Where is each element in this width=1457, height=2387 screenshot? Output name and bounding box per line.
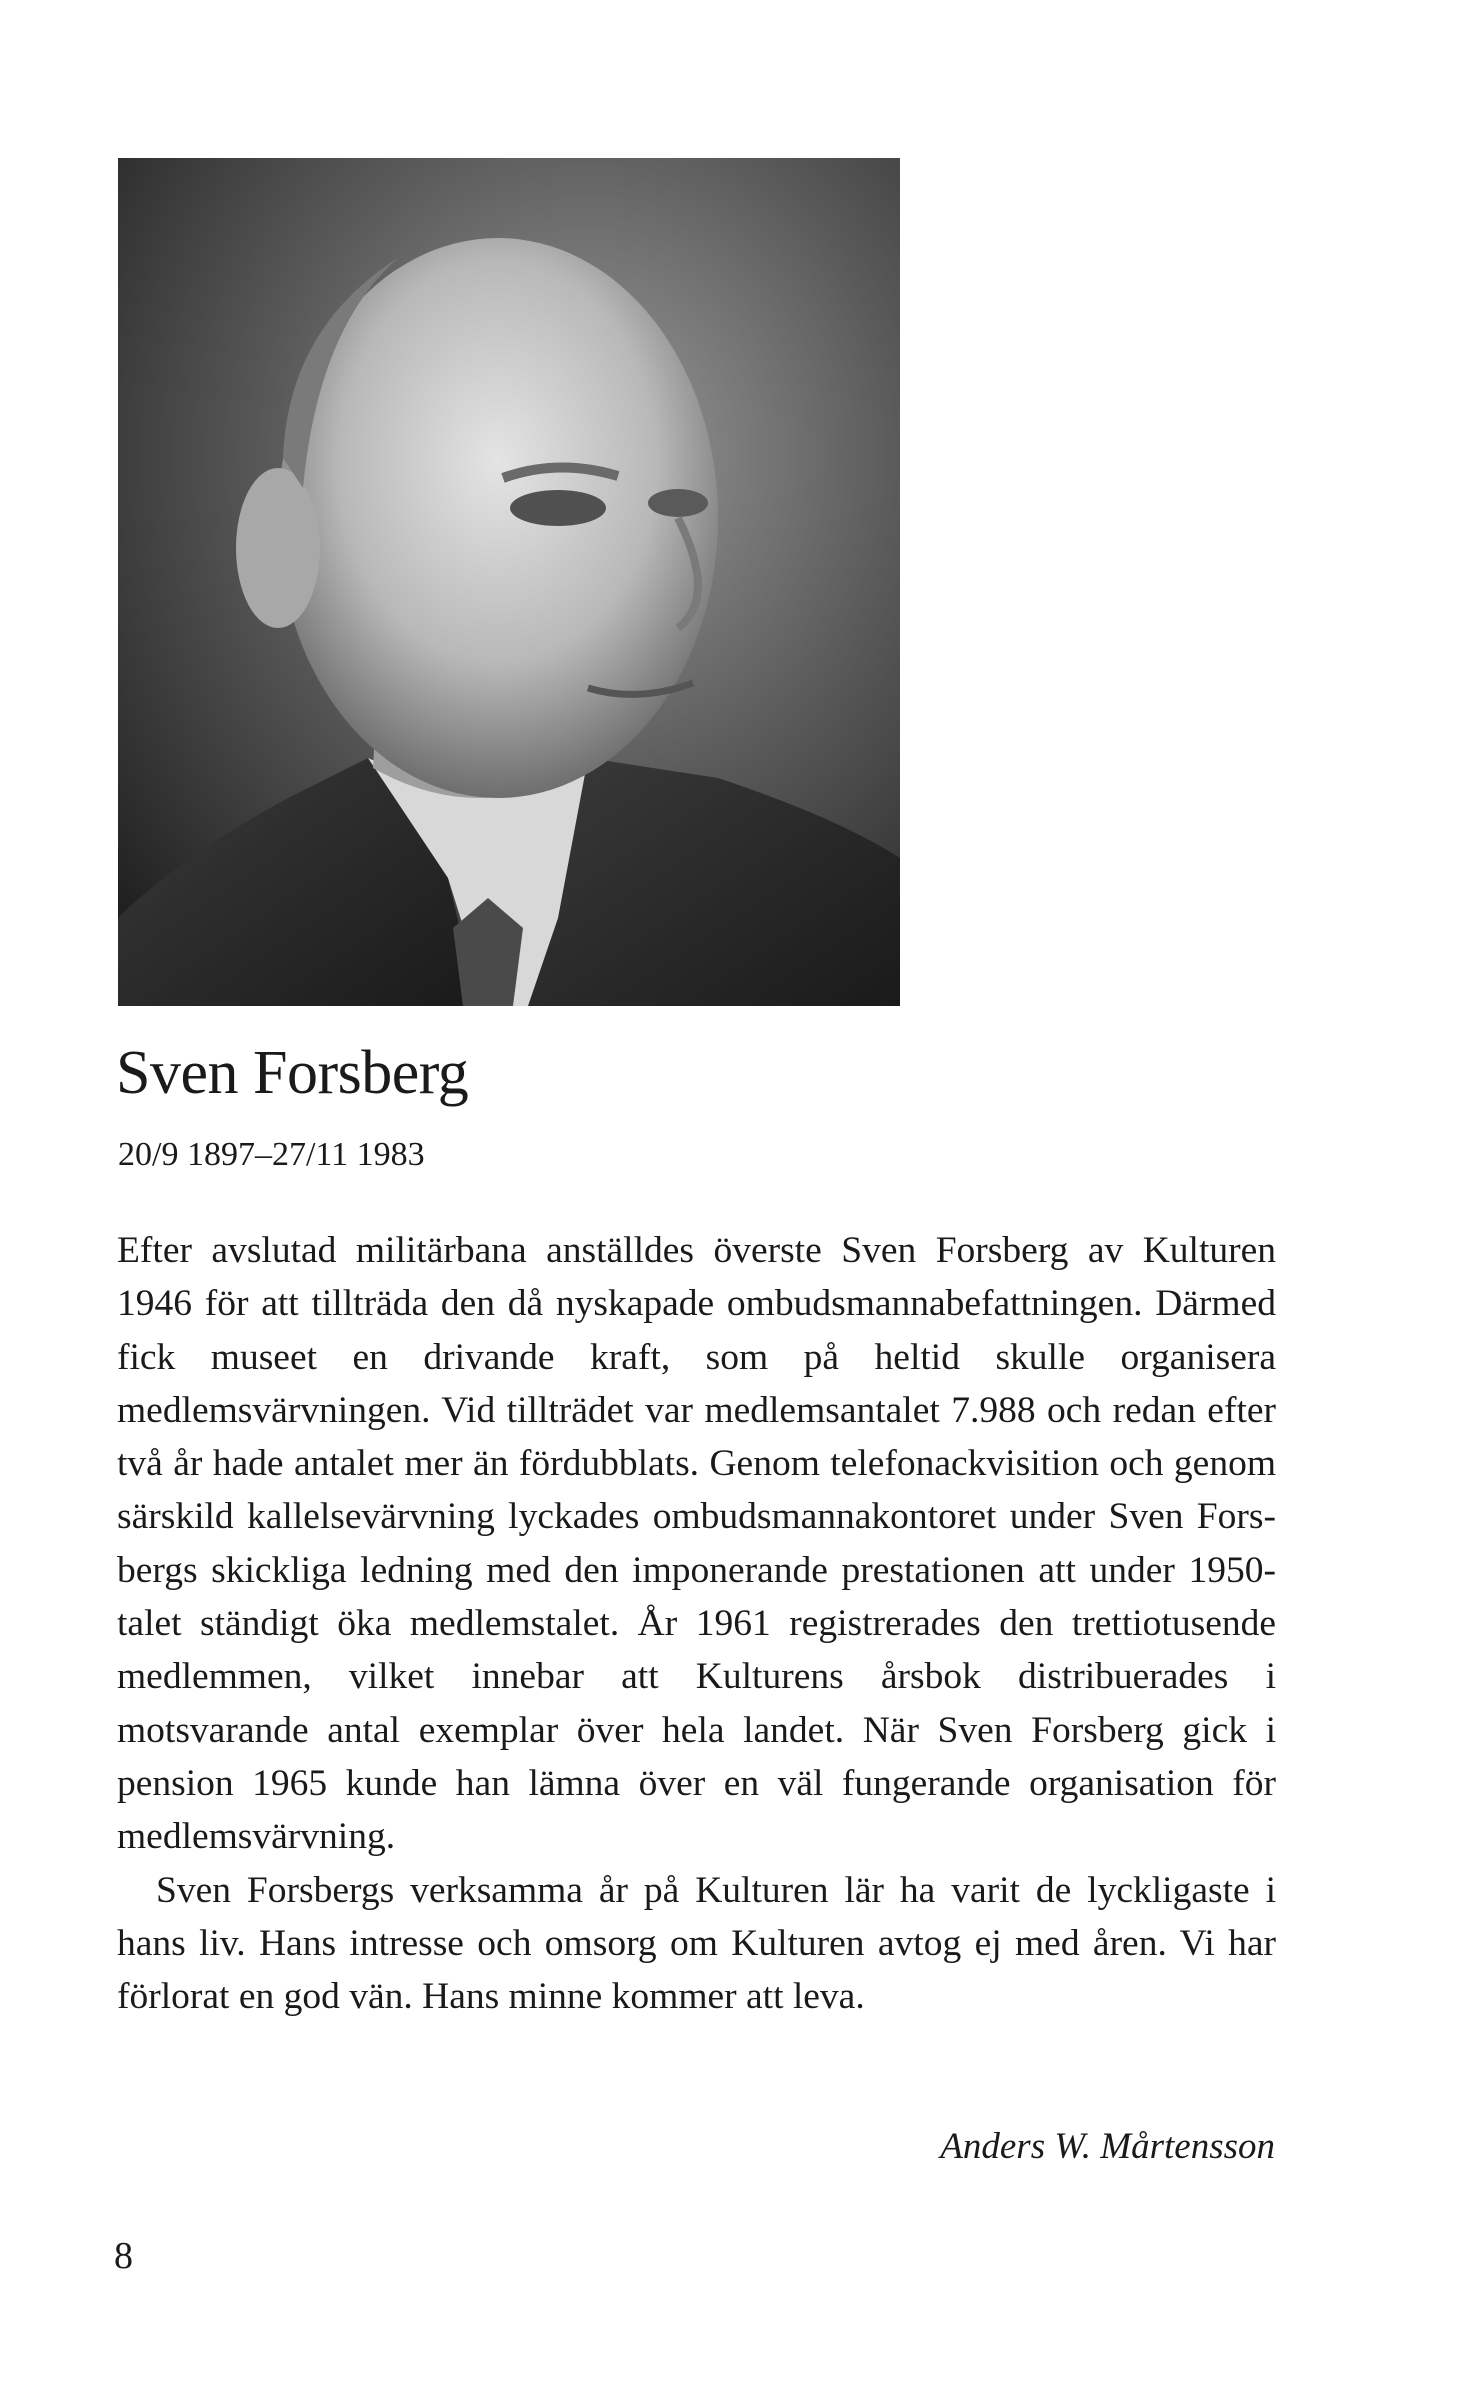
life-dates: 20/9 1897–27/11 1983: [118, 1136, 425, 1173]
paragraph-1: Efter avslutad militärbana anställdes överste Sven Forsberg av Kulturen 1946 för att tillträda den då nyskapade ombudsmannabefattningen. Därmed fick museet en drivande kraft, som på heltid skulle organisera medlemsvärvningen. Vid tillträdet var medlemsantalet 7.988 och redan efter två år hade antalet mer än fördubblats. Genom telefonackvisition och genom särskild kallelsevärvning lyckades ombudsmannakontoret under Sven Forsbergs skickliga ledning med den imponerande prestationen att under 1950-talet ständigt öka medlemstalet. År 1961 registrerades den trettiotusende medlemmen, vilket innebar att Kulturens årsbok distribuerades i motsvarande antal exemplar över hela landet. När Sven Forsberg gick i pension 1965 kunde han lämna över en väl fungerande organisation för medlemsvärvning.: [117, 1230, 1276, 1858]
page-number: 8: [114, 2235, 133, 2277]
portrait-photo-icon: [118, 158, 900, 1006]
author-signature: Anders W. Mårtensson: [940, 2126, 1275, 2167]
obituary-text: [117, 1224, 1276, 2023]
portrait-photo: [118, 158, 900, 1006]
person-name: Sven Forsberg: [116, 1039, 469, 1107]
paragraph-2: Sven Forsbergs verksamma år på Kulturen lär ha varit de lyckligaste i hans liv. Hans intresse och omsorg om Kulturen avtog ej med åren. Vi har förlorat en god vän. Hans minne kommer att leva.: [117, 1869, 1276, 2018]
